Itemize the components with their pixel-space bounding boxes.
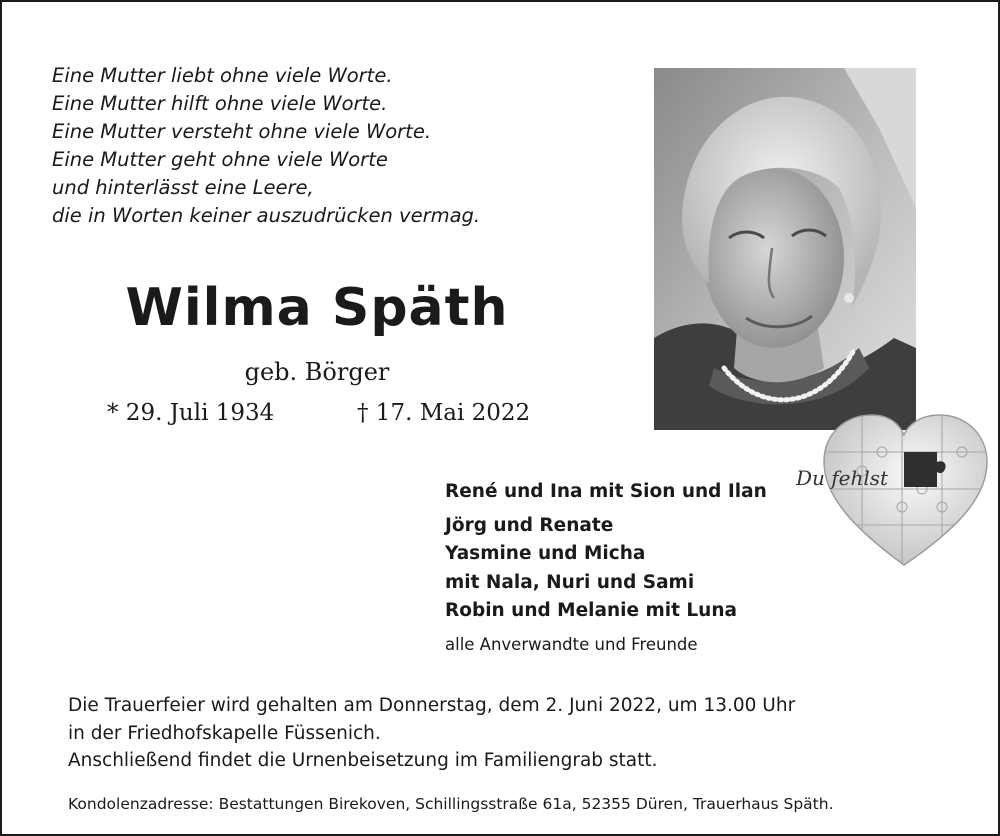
service-line: Die Trauerfeier wird gehalten am Donnerstag, dem 2. Juni 2022, um 13.00 Uhr <box>68 695 796 716</box>
death-date: † 17. Mai 2022 <box>357 400 531 426</box>
mourner-line: Yasmine und Micha <box>445 543 646 564</box>
deceased-name: Wilma Späth <box>125 278 509 338</box>
mourner-primary: René und Ina mit Sion und Ilan <box>445 481 767 502</box>
puzzle-heart-icon <box>792 407 992 572</box>
mourner-line: Jörg und Renate <box>445 514 614 536</box>
condolence-address: Kondolenzadresse: Bestattungen Birekoven, Schillingsstraße 61a, 52355 Düren, Trauerhaus Späth. <box>68 795 834 813</box>
poem-line: Eine Mutter geht ohne viele Worte <box>52 148 388 171</box>
funeral-service-info <box>68 692 795 775</box>
service-line: Anschließend findet die Urnenbeisetzung im Familiengrab statt. <box>68 750 658 771</box>
maiden-name: geb. Börger <box>244 358 390 386</box>
mourners-list <box>445 478 805 658</box>
mourner-line: mit Nala, Nuri und Sami <box>445 571 695 593</box>
mourner-others: alle Anverwandte und Freunde <box>445 634 698 654</box>
poem-line: die in Worten keiner auszudrücken vermag. <box>52 204 481 227</box>
puzzle-heart <box>792 407 992 572</box>
poem-line: Eine Mutter versteht ohne viele Worte. <box>52 120 432 143</box>
heart-caption: Du fehlst <box>796 466 889 490</box>
birth-date: * 29. Juli 1934 <box>107 400 275 426</box>
portrait-illustration <box>654 68 916 430</box>
portrait-photo <box>654 68 916 430</box>
poem-line: Eine Mutter liebt ohne viele Worte. <box>52 64 393 87</box>
mourner-line: Robin und Melanie mit Luna <box>445 600 737 621</box>
poem-line: Eine Mutter hilft ohne viele Worte. <box>52 92 388 115</box>
poem <box>52 62 480 230</box>
poem-line: und hinterlässt eine Leere, <box>52 176 314 199</box>
service-line: in der Friedhofskapelle Füssenich. <box>68 722 381 744</box>
